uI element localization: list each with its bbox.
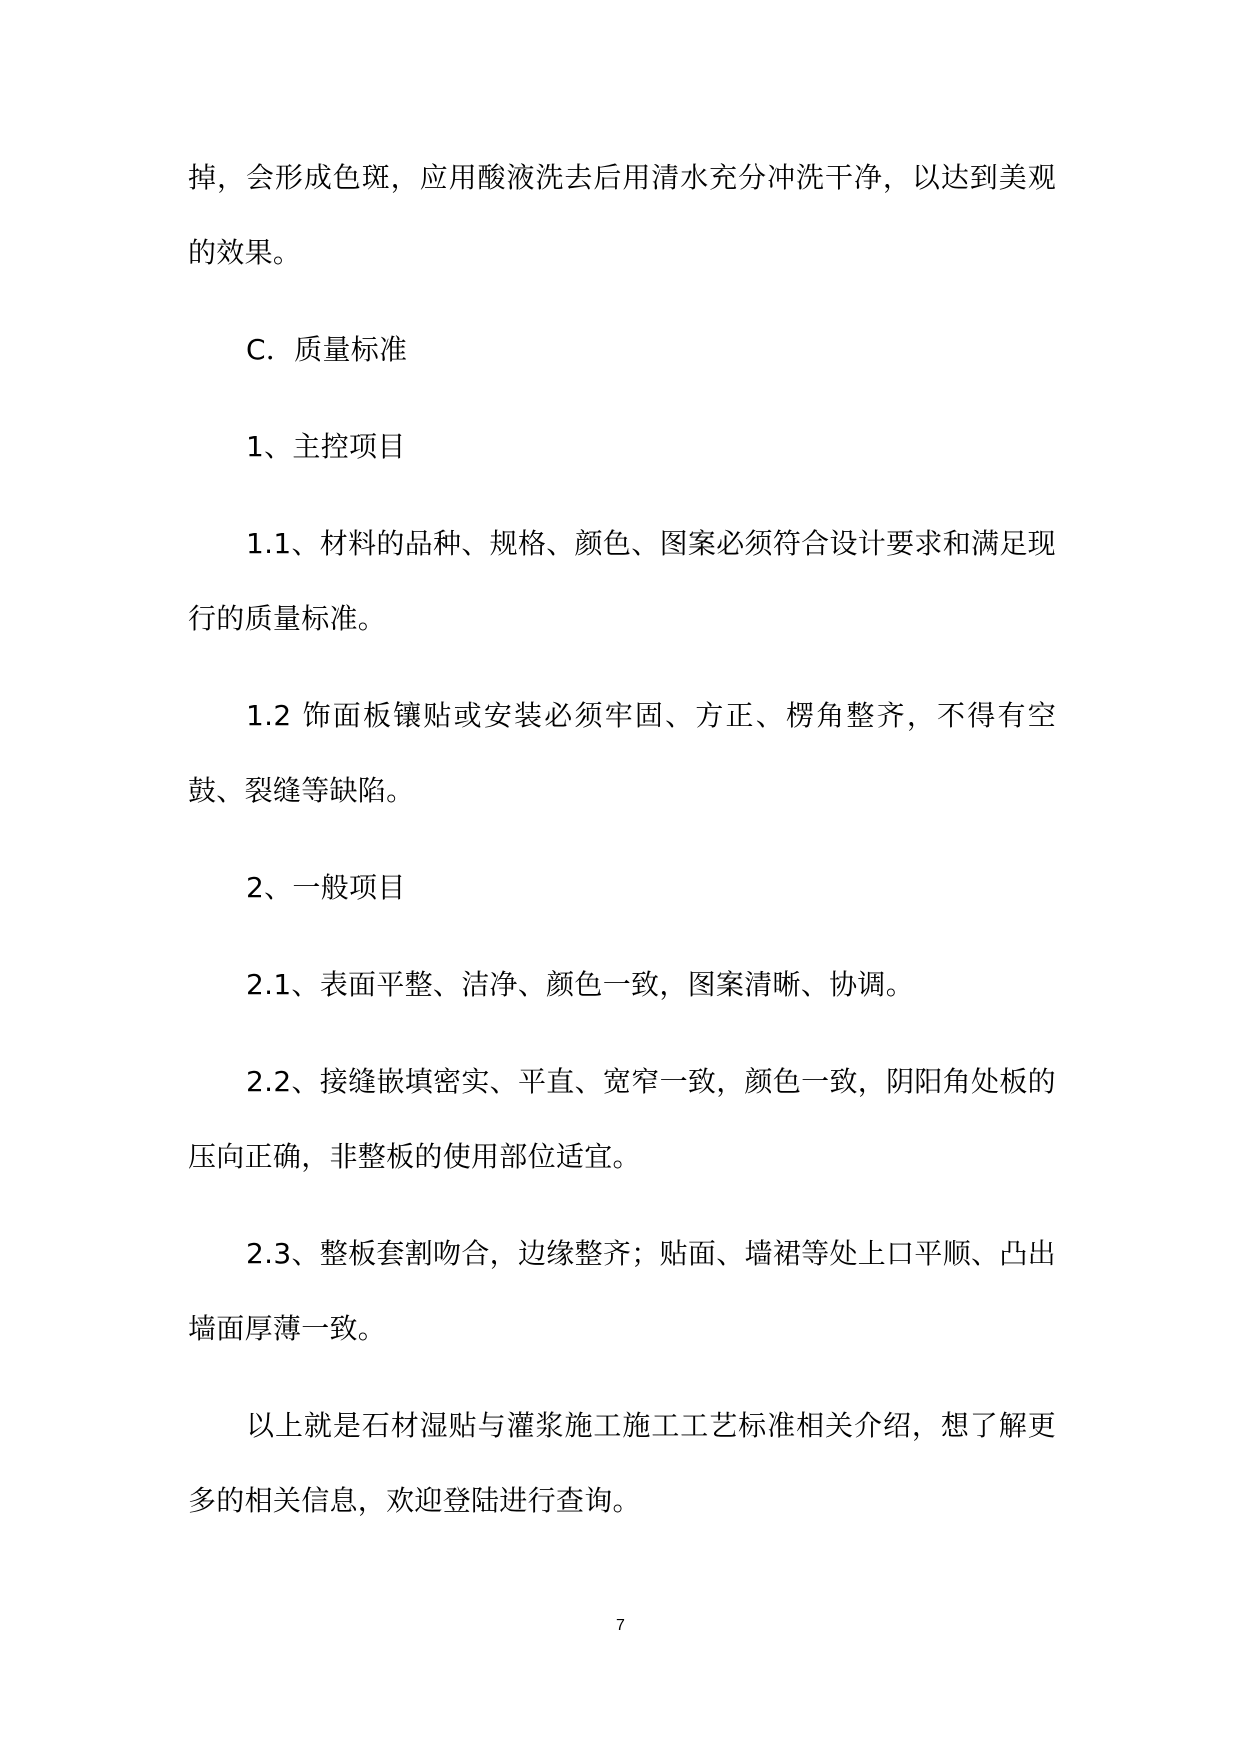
paragraph-continuation: 掉，会形成色斑，应用酸液洗去后用清水充分冲洗干净，以达到美观的效果。 <box>188 161 1056 269</box>
paragraph-conclusion: 以上就是石材湿贴与灌浆施工施工工艺标准相关介绍，想了解更多的相关信息，欢迎登陆进行查询。 <box>188 1409 1056 1517</box>
paragraph-item-1-1: 1.1、材料的品种、规格、颜色、图案必须符合设计要求和满足现行的质量标准。 <box>188 527 1056 635</box>
paragraph-item-2-1: 2.1、表面平整、洁净、颜色一致，图案清晰、协调。 <box>246 968 915 1001</box>
section-heading-quality-standard: C．质量标准 <box>246 333 408 366</box>
paragraph-item-2-2: 2.2、接缝嵌填密实、平直、宽窄一致，颜色一致，阴阳角处板的压向正确，非整板的使用部位适宜。 <box>188 1065 1056 1173</box>
paragraph-item-2-3: 2.3、整板套割吻合，边缘整齐；贴面、墙裙等处上口平顺、凸出墙面厚薄一致。 <box>188 1237 1056 1345</box>
document-body <box>188 140 1056 1560</box>
subheading-general-items: 2、一般项目 <box>246 871 406 904</box>
page-number: 7 <box>616 1617 625 1634</box>
subheading-main-control-items: 1、主控项目 <box>246 430 406 463</box>
paragraph-item-1-2: 1.2 饰面板镶贴或安装必须牢固、方正、楞角整齐，不得有空鼓、裂缝等缺陷。 <box>188 699 1056 807</box>
